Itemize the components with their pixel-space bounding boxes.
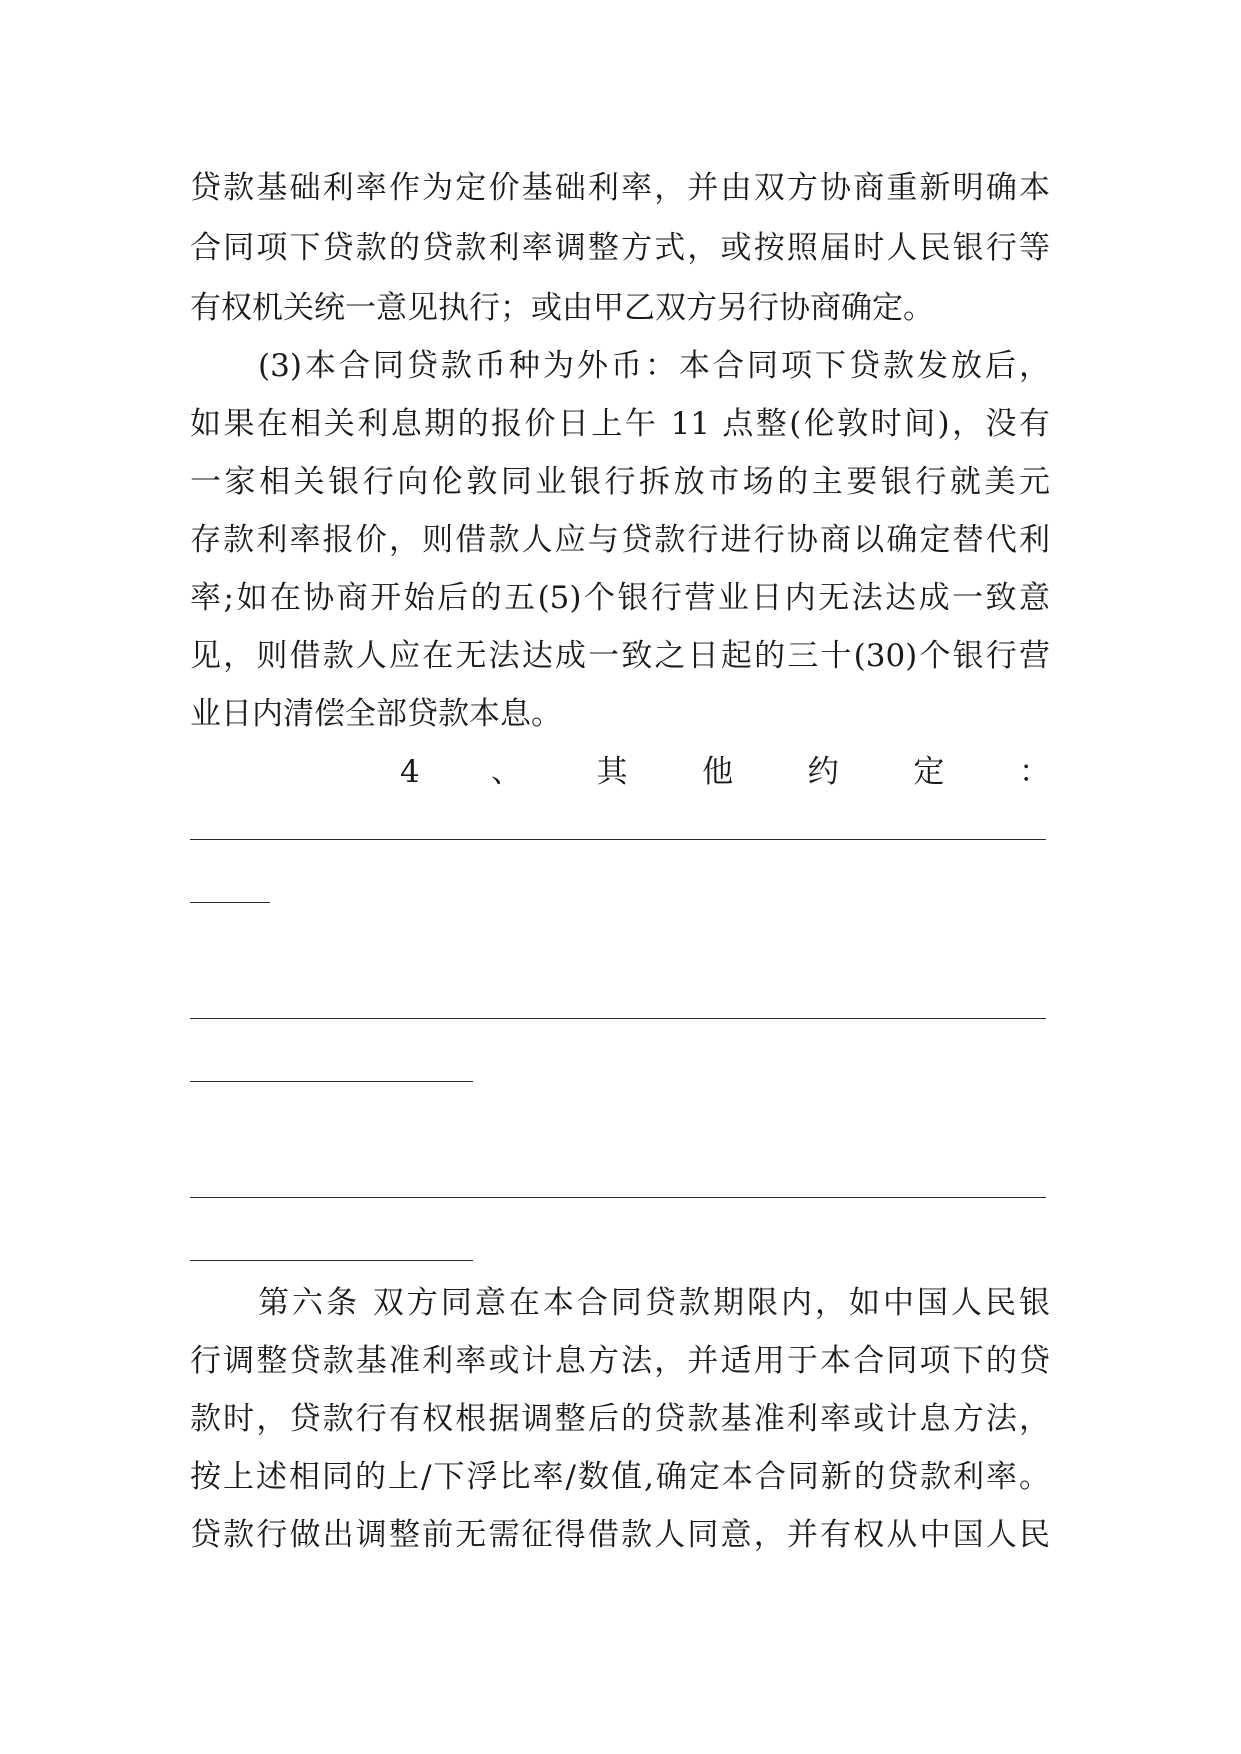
fill-in-blank-line: [190, 1197, 1046, 1198]
fill-in-blank-line: [190, 1018, 1046, 1019]
fill-in-blank-line: [190, 839, 1046, 840]
paragraph-line: 行调整贷款基准利率或计息方法，并适用于本合同项下的贷: [190, 1343, 1050, 1379]
paragraph-line: 有权机关统一意见执行；或由甲乙双方另行协商确定。: [190, 290, 934, 326]
paragraph-line: 按上述相同的上/下浮比率/数值,确定本合同新的贷款利率。: [190, 1459, 1050, 1495]
fill-in-blank-line: [190, 902, 270, 903]
paragraph-line: (3)本合同贷款币种为外币：本合同项下贷款发放后，: [258, 348, 1050, 384]
paragraph-line: 贷款行做出调整前无需征得借款人同意，并有权从中国人民: [190, 1517, 1050, 1553]
paragraph-line: 第六条 双方同意在本合同贷款期限内，如中国人民银: [258, 1285, 1050, 1321]
paragraph-line: 如果在相关利息期的报价日上午 11 点整(伦敦时间)，没有: [190, 406, 1050, 442]
paragraph-line: 存款利率报价，则借款人应与贷款行进行协商以确定替代利: [190, 522, 1050, 558]
paragraph-line: 见，则借款人应在无法达成一致之日起的三十(30)个银行营: [190, 638, 1050, 674]
paragraph-line: 一家相关银行向伦敦同业银行拆放市场的主要银行就美元: [190, 464, 1050, 500]
paragraph-line: 业日内清偿全部贷款本息。: [190, 696, 562, 732]
paragraph-line: 率;如在协商开始后的五(5)个银行营业日内无法达成一致意: [190, 580, 1050, 616]
paragraph-line: 合同项下贷款的贷款利率调整方式，或按照届时人民银行等: [190, 230, 1050, 266]
paragraph-line: 贷款基础利率作为定价基础利率，并由双方协商重新明确本: [190, 170, 1050, 206]
fill-in-blank-line: [190, 1260, 473, 1261]
section-heading-other-terms: 4 、 其 他 约 定 ：: [400, 754, 1050, 790]
paragraph-line: 款时，贷款行有权根据调整后的贷款基准利率或计息方法，: [190, 1401, 1050, 1437]
fill-in-blank-line: [190, 1081, 473, 1082]
